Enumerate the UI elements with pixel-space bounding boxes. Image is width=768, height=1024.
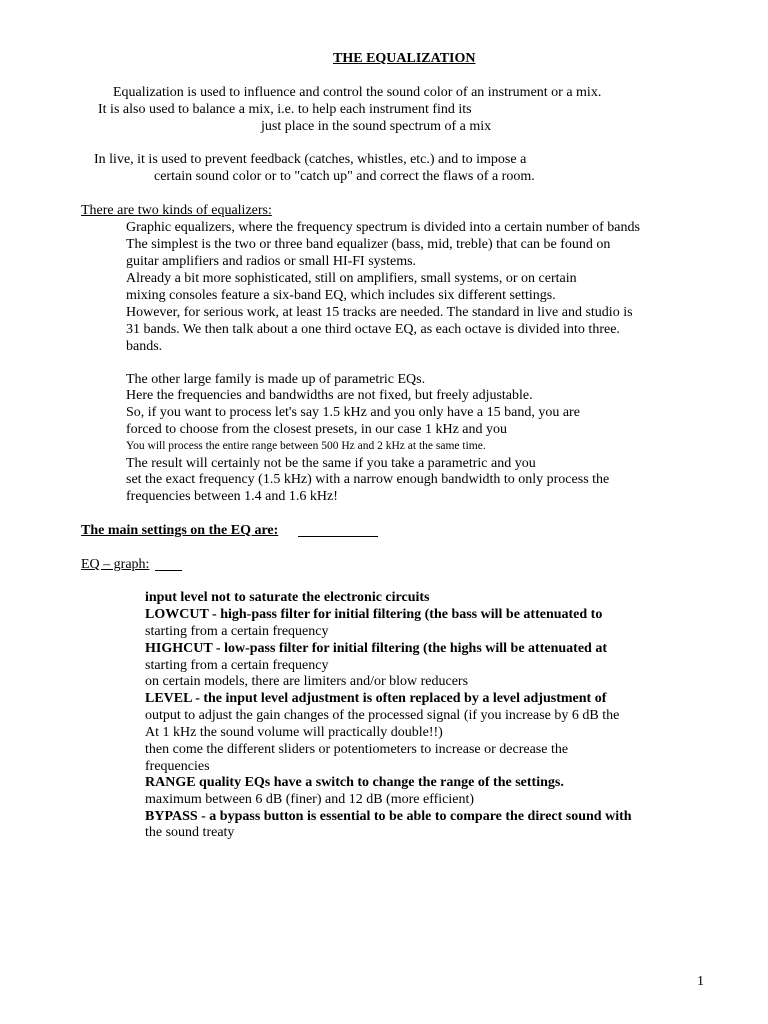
intro-p2-line1: In live, it is used to prevent feedback (catches, whistles, etc.) and to impose a	[94, 152, 527, 167]
parametric-line: So, if you want to process let's say 1.5 kHz and you only have a 15 band, you are	[126, 405, 580, 420]
eq-graph-label: EQ – graph:	[81, 557, 150, 572]
parametric-end-line: set the exact frequency (1.5 kHz) with a narrow enough bandwidth to only process the	[126, 472, 610, 487]
graphic-line: mixing consoles feature a six-band EQ, which includes six different settings.	[126, 288, 556, 303]
intro-p1-line3: just place in the sound spectrum of a mix	[261, 119, 492, 134]
setting-highcut-detail: starting from a certain frequency	[145, 658, 329, 673]
parametric-line: Here the frequencies and bandwidths are not fixed, but freely adjustable.	[126, 388, 533, 403]
intro-p1-line1: Equalization is used to influence and control the sound color of an instrument or a mix.	[113, 85, 602, 100]
parametric-line: forced to choose from the closest presets, in our case 1 kHz and you	[126, 422, 507, 437]
graphic-line: The simplest is the two or three band equalizer (bass, mid, treble) that can be found on	[126, 237, 611, 252]
parametric-small-line: You will process the entire range between 500 Hz and 2 kHz at the same time.	[126, 440, 486, 452]
page-title: THE EQUALIZATION	[333, 51, 476, 66]
settings-heading-underline	[298, 536, 378, 537]
setting-level-detail: output to adjust the gain changes of the processed signal (if you increase by 6 dB the	[145, 708, 620, 723]
parametric-end-line: frequencies between 1.4 and 1.6 kHz!	[126, 489, 338, 504]
setting-sliders: then come the different sliders or potentiometers to increase or decrease the	[145, 742, 569, 757]
graphic-line: guitar amplifiers and radios or small HI-FI systems.	[126, 254, 417, 269]
settings-heading: The main settings on the EQ are:	[81, 523, 279, 538]
parametric-end-line: The result will certainly not be the same if you take a parametric and you	[126, 456, 536, 471]
eq-graph-underline	[155, 570, 182, 571]
kinds-heading: There are two kinds of equalizers:	[81, 203, 272, 218]
setting-bypass: BYPASS - a bypass button is essential to be able to compare the direct sound with	[145, 809, 632, 824]
setting-bypass-detail: the sound treaty	[145, 825, 235, 840]
setting-sliders-2: frequencies	[145, 759, 210, 774]
setting-highcut: HIGHCUT - low-pass filter for initial filtering (the highs will be attenuated at	[145, 641, 607, 656]
graphic-line: 31 bands. We then talk about a one third octave EQ, as each octave is divided into three.	[126, 322, 620, 337]
graphic-line: Already a bit more sophisticated, still on amplifiers, small systems, or on certain	[126, 271, 577, 286]
parametric-line: The other large family is made up of parametric EQs.	[126, 372, 426, 387]
graphic-line: Graphic equalizers, where the frequency spectrum is divided into a certain number of bands	[126, 220, 640, 235]
page-number: 1	[697, 974, 704, 989]
setting-lowcut-detail: starting from a certain frequency	[145, 624, 329, 639]
setting-level: LEVEL - the input level adjustment is often replaced by a level adjustment of	[145, 691, 607, 706]
setting-input-level: input level not to saturate the electronic circuits	[145, 590, 430, 605]
intro-p2-line2: certain sound color or to "catch up" and correct the flaws of a room.	[154, 169, 535, 184]
setting-lowcut: LOWCUT - high-pass filter for initial filtering (the bass will be attenuated to	[145, 607, 603, 622]
setting-range: RANGE quality EQs have a switch to change the range of the settings.	[145, 775, 564, 790]
graphic-line: However, for serious work, at least 15 tracks are needed. The standard in live and studio is	[126, 305, 633, 320]
setting-level-detail-2: At 1 kHz the sound volume will practically double!!)	[145, 725, 443, 740]
intro-p1-line2: It is also used to balance a mix, i.e. to help each instrument find its	[98, 102, 472, 117]
setting-range-detail: maximum between 6 dB (finer) and 12 dB (more efficient)	[145, 792, 475, 807]
graphic-line: bands.	[126, 339, 163, 354]
setting-limiters: on certain models, there are limiters and/or blow reducers	[145, 674, 469, 689]
